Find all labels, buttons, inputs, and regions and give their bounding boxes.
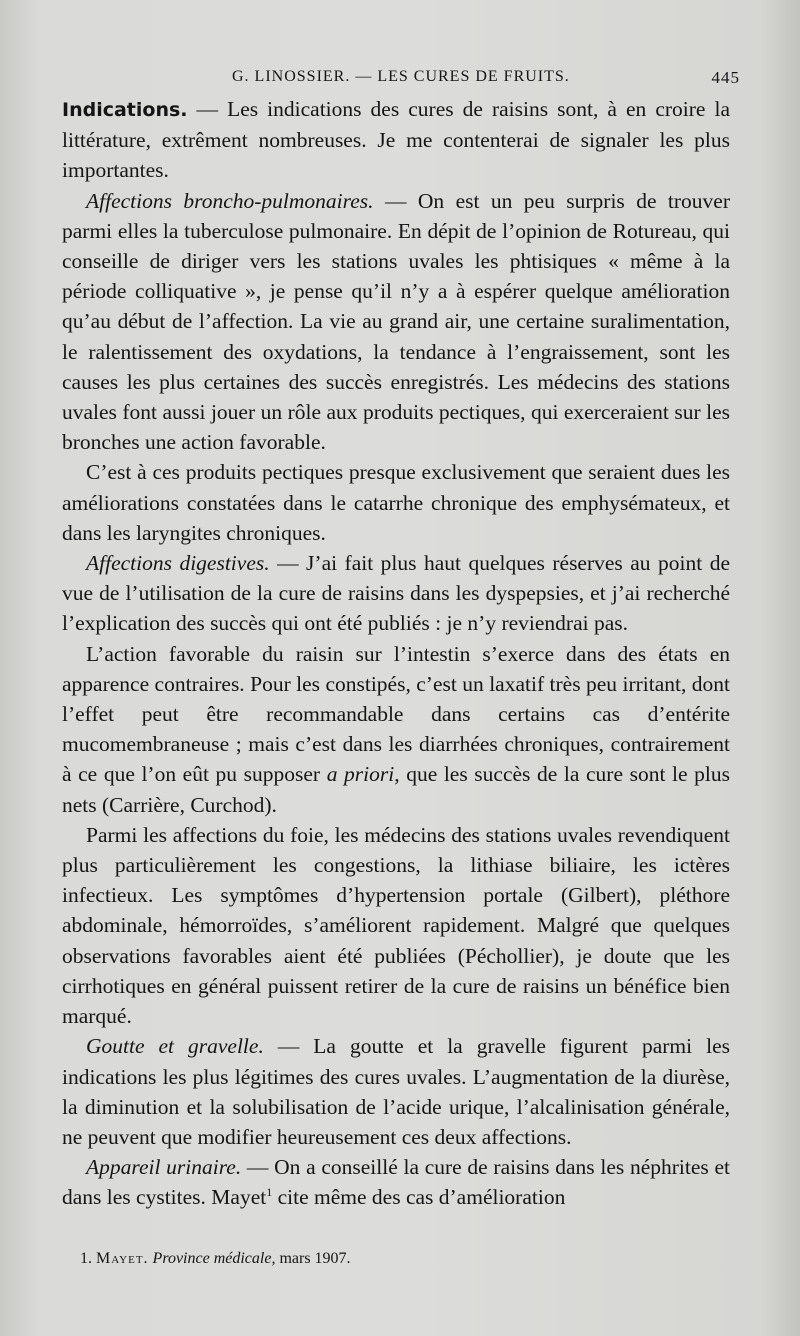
paragraph-indications	[62, 94, 730, 186]
paragraph-text: — La goutte et la gravelle figurent parmi les indications les plus légitimes des cures uvales. L’augmentation de la diurèse, la diminution et la solubilisation de l’acide urique, l’alcalinisation générale, ne peuvent que modifier heureusement ces deux affections.	[62, 1034, 730, 1149]
paragraph-text: Parmi les affections du foie, les médecins des stations uvales revendiquent plus particulièrement les congestions, la lithiase biliaire, les ictères infectieux. Les symptômes d’hypertension portale (Gilbert), pléthore abdominale, hémorroïdes, s’améliorent rapidement. Malgré que quelques observations favorables aient été publiées (Péchollier), je doute que les cirrhotiques en général puissent retirer de la cure de raisins un bénéfice bien marqué.	[62, 822, 730, 1029]
paragraph-text: — Les indications des cures de raisins sont, à en croire la littérature, extrêment nombreuses. Je me contenterai de signaler les plus importantes.	[62, 97, 730, 183]
section-heading-urinary: Appareil urinaire.	[86, 1155, 242, 1180]
paragraph-liver	[62, 820, 730, 1031]
paragraph-text: L’action favorable du raisin sur l’intestin s’exerce dans des états en apparence contraires. Pour les constipés, c’est un laxatif très peu irritant, dont l’effet peut être recommandable dans certains cas d’entérite mucomembraneuse ; mais c’est dans les diarrhées chroniques, contrairement à ce que l’on eût pu supposer	[62, 641, 730, 787]
running-title: G. LINOSSIER. — LES CURES DE FRUITS.	[232, 68, 570, 85]
section-heading-gout: Goutte et gravelle.	[86, 1034, 264, 1059]
paragraph-intestine	[62, 639, 730, 820]
section-heading-digestive: Affections digestives.	[86, 551, 270, 576]
paragraph-digestive	[62, 548, 730, 639]
section-heading-broncho-pulmonary: Affections broncho-pulmonaires.	[86, 188, 374, 213]
footnote-author: Mayet.	[96, 1250, 149, 1267]
body-text	[62, 94, 730, 1213]
paragraph-broncho-pulmonary	[62, 186, 730, 458]
paragraph-text: — On est un peu surpris de trouver parmi elles la tuberculose pulmonaire. En dépit de l’opinion de Rotureau, qui conseille de diriger vers les stations uvales les phtisiques « même à la période colliquative », je pense qu’il n’y a à espérer quelque amélioration qu’au début de l’affection. La vie au grand air, une certaine suralimentation, le ralentissement des oxydations, la tendance à l’engraissement, sont les causes les plus certaines des succès enregistrés. Les médecins des stations uvales font aussi jouer un rôle aux produits pectiques, qui exerceraient sur les bronches une action favorable.	[62, 188, 731, 455]
paragraph-text: , que les succès de la cure sont le plus nets (Carrière, Curchod).	[62, 762, 730, 817]
paragraph-urinary	[62, 1152, 730, 1212]
page-number: 445	[711, 68, 740, 87]
footnote-number: 1.	[80, 1250, 92, 1267]
section-heading-indications: Indications.	[62, 99, 188, 121]
paragraph-text: — On a conseillé la cure de raisins dans les néphrites et dans les cystites. Mayet	[62, 1155, 730, 1210]
paragraph-gout	[62, 1031, 730, 1152]
paragraph-text: — J’ai fait plus haut quelques réserves au point de vue de l’utilisation de la cure de raisins dans les dyspepsies, et j’ai recherché l’explication des succès qui ont été publiés : je n’y reviendrai pas.	[62, 551, 730, 636]
footnote-date: mars 1907.	[279, 1250, 351, 1267]
paragraph-pectic-products	[62, 457, 730, 548]
paragraph-text: cite même des cas d’amélioration	[272, 1185, 566, 1210]
footnote-journal: Province médicale,	[152, 1250, 276, 1267]
footnote-reference: 1	[266, 1185, 273, 1200]
page-header	[60, 62, 740, 92]
paragraph-text: C’est à ces produits pectiques presque exclusivement que seraient dues les améliorations constatées dans le catarrhe chronique des emphysémateux, et dans les laryngites chroniques.	[62, 460, 730, 545]
italic-phrase: a priori	[326, 762, 395, 787]
footnote	[80, 1250, 720, 1268]
